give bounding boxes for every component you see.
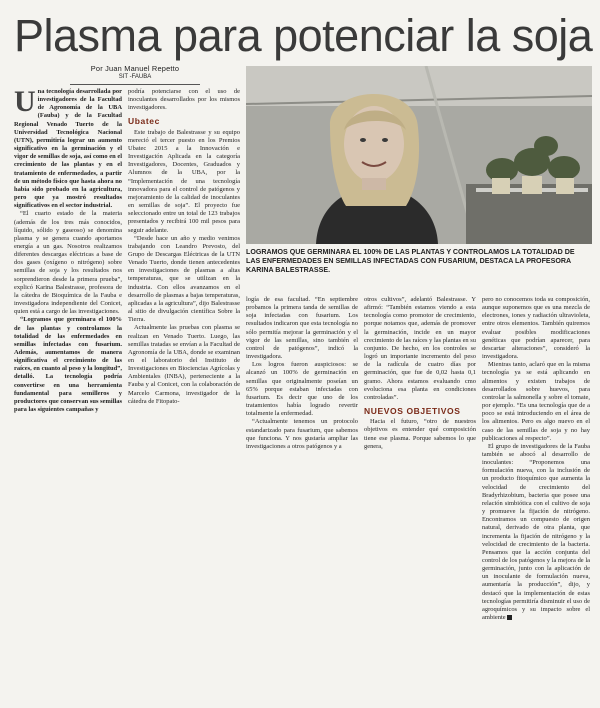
author-name: Por Juan Manuel Repetto (90, 64, 180, 73)
headline: Plasma para potenciar la soja (14, 10, 593, 61)
researcher-photo-illustration (246, 66, 592, 244)
end-mark-icon (507, 615, 512, 620)
paragraph: logía de esa facultad. “En septiembre probamos la primera tanda de semillas de soja infectadas con fusarium. Los resultados indicaron que esta tecnología no sólo permitía mejorar la germinación y el vigor de las semillas, sino también el control de patógenos”, indicó la investigadora. (246, 296, 358, 361)
author-affiliation: SIT -FAUBA (118, 74, 152, 80)
column-1 (14, 88, 122, 693)
paragraph: Actualmente las pruebas con plasma se realizan en Venado Tuerto. Luego, las semillas tratadas se envían a la Facultad de Agronomía de la UBA, donde se examinan en el laboratorio del Instituto de Investigaciones en Biociencias Agrícolas y Ambientales (INBA), perteneciente a la Fauba y al Conicet, con la colaboración de Marcelo Carmona, investigador de la cátedra de Fitopato- (128, 324, 240, 405)
paragraph: otros cultivos”, adelantó Balestrasse. Y afirmó: “También estamos viendo a esta tecnología como promotor de crecimiento, porque notamos que, además de promover la germinación, incide en un mayor crecimiento de las raíces y las plantas en su conjunto. De hecho, en los controles se logró un importante incremento del peso de la radícula de cuatro días por germinación, que fue de 0,02 hasta 0,1 gramo. Ahora estamos evaluando cmo evoluciona esa planta en condiciones controladas”. (364, 296, 476, 401)
column-4 (364, 296, 476, 696)
paragraph: Los logros fueron auspiciosos: se alcanzó un 100% de germinación en semillas que originalmente poseían un 65% porque estaban infectadas con fusarium. Es decir que uno de los tratamientos había logrado revertir totalmente la enfermedad. (246, 361, 358, 418)
column-2 (128, 88, 240, 693)
paragraph: El grupo de investigadores de la Fauba también se abocó al desarrollo de inoculantes: “Proponemos una formulación nueva, con la inclusión de un producto fitoquímico que aumenta la velocidad de crecimiento del Bradyrhizobium, bacteria que posee una relación simbiótica con el cultivo de soja y promueve la fijación de nitrógeno. Encontramos un compuesto de origen natural, derivado de otra planta, que incrementa la fijación de nitrógeno y la velocidad de crecimiento de la bacteria. Pensamos que la acción conjunta del control de los patógenos y la mejora de la germinación, junto con la aplicación de un inoculante de formulación nueva, aumentaría la producción”, dijo, y destacó que la implementación de estas tecnologías permitiría disminuir el uso de agroquímicos y su impacto sobre el ambiente (482, 442, 590, 622)
paragraph: Este trabajo de Balestrasse y su equipo mereció el tercer puesto en los Premios Ubatec 2015 a la Innovación e Investigación Aplicada en la categoría Investigadores, Docentes, Graduados y Alumnos de la UBA, por la “Implementación de una tecnología innovadora para el control de patógenos y mejoramiento de la calidad de inoculantes en semillas de soja”. El proyecto fue seleccionado entre un total de 123 trabajos presentados y recibirá 100 mil pesos para seguir adelante. (128, 128, 240, 234)
byline (70, 64, 200, 81)
photo-caption: LOGRAMOS QUE GERMINARA EL 100% DE LAS PLANTAS Y CONTROLAMOS LA TOTALIDAD DE LAS ENFERMEDADES EN SEMILLAS INFECTADAS CON FUSARIUM, DESTACA LA PROFESORA KARINA BALESTRASSE. (246, 248, 575, 275)
column-3 (246, 296, 358, 696)
paragraph: “El cuarto estado de la materia (además de los tres más conocidos, líquido, sólido y gaseoso) se denomina plasma y se genera cuando aportamos energía a un gas. Nosotros realizamos diferentes descargas eléctricas a base de dos gases (oxígeno o nitrógeno) sobre semillas de soja y los resultados nos sorprendieron desde la primera prueba”, explicó Karina Balestrasse, profesora de la cátedra de Bioquímica de la Fauba e investigadora independiente del Conicet, quien está a cargo de las investigaciones. (14, 210, 122, 316)
drop-cap: U (14, 88, 36, 118)
column-5 (482, 296, 590, 696)
section-heading-nuevos-objetivos: NUEVOS OBJETIVOS (364, 406, 461, 417)
byline-rule (70, 84, 200, 85)
paragraph: “Desde hace un año y medio venimos trabajando con Leandro Prevosto, del Grupo de Descargas Eléctricas de la UTN Venado Tuerto, donde tienen antecedentes en investigaciones de plasmas a altas temperaturas, que se utilizan en la industria. Con ellos avanzamos en el desarrollo de plasmas a bajas temperaturas, aplicadas a la agricultura”, dijo Balestrasse al sitio de divulgación científica Sobre la Tierra. (128, 234, 240, 324)
section-heading-ubatec: Ubatec (128, 116, 160, 127)
photo-researcher (246, 66, 592, 244)
lead-paragraph: Una tecnología desarrollada por investigadores de la Facultad de Agronomía de la UBA (Fauba) y de la Facultad Regional Venado Tuerto de la Universidad Tecnológica Nacional (UTN), permitiría lograr un aumento significativo en la germinación y el vigor de semillas de soja, así como en el crecimiento de las plantas y en el tratamiento de enfermedades, a partir de un método físico que hasta ahora no había sido probado en la agricultura, pero que ya mostró resultados significativos en el sector industrial. (14, 88, 122, 210)
paragraph: podría potenciarse con el uso de inoculantes desarrollados por los mismos investigadores. (128, 88, 240, 112)
paragraph: pero no conocemos toda su composición, aunque suponemos que es una mezcla de electrones, iones y radiación ultravioleta, entre otros elementos. También quiremos evaluar posibles modificaciones genéticas que podrían aparecer, para descartar alteraciones”, consideró la investigadora. (482, 296, 590, 361)
paragraph-bold: “Logramos que germinara el 100% de las plantas y controlamos la totalidad de las enfermedades en semillas infectadas con fusarium. Además, aumentamos de manera significativa el crecimiento de las raíces, en cuanto al peso y la longitud”, detalló. La tecnología podría convertirse en una herramienta fundamental para semilleros y productores que conservan sus semillas para las siguientes campañas y (14, 316, 122, 414)
paragraph: Mientras tanto, aclaró que en la misma tecnología ya se está aplicando en alimentos y existen trabajos de desarrollados sobre huevos, para controlar la salmonella y sobre el tomate, por ejemplo. “Es una tecnología que de a poco se está introduciendo en el área de los alimentos. Pero es algo nuevo en el caso de las semillas de soja y no hay publicaciones al respecto”. (482, 361, 590, 442)
paragraph: “Actualmente tenemos un protocolo estandarizado para fusarium, que sabemos que funciona. Y nos gustaría ampliar las investigaciones a otros patógenos y a (246, 418, 358, 450)
paragraph: Hacia el futuro, “otro de nuestros objetivos es entender qué composición tiene ese plasma. Porque sabemos lo que genera, (364, 418, 476, 450)
